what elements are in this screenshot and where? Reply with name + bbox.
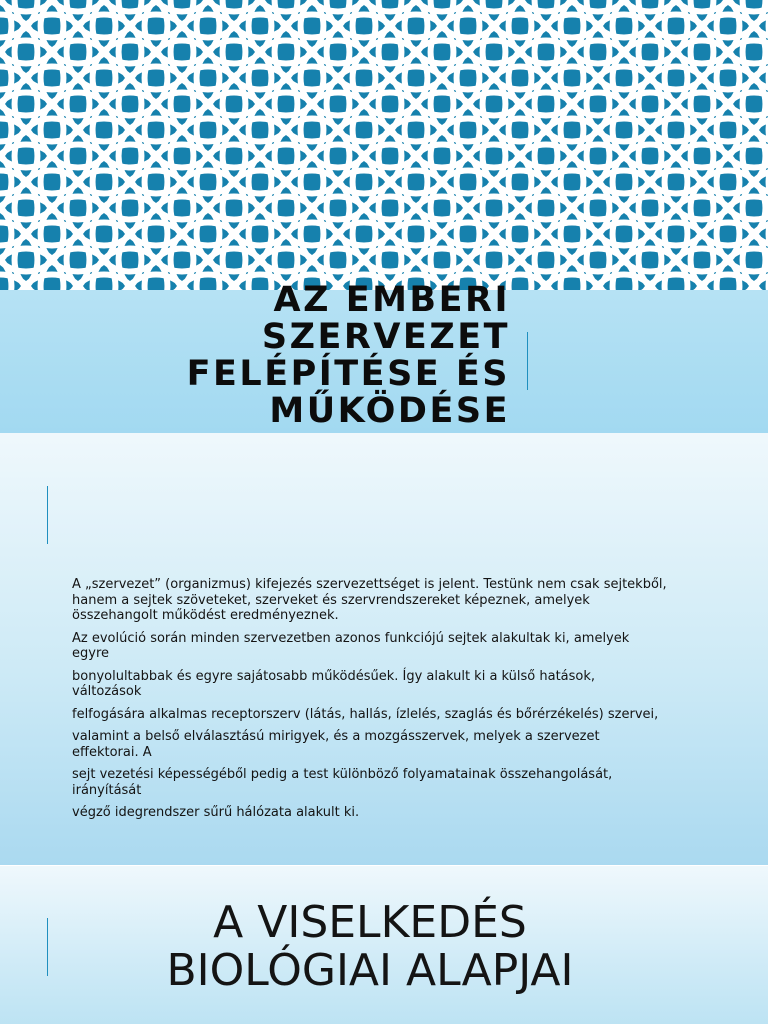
body-paragraph: valamint a belső elválasztású mirigyek, és a mozgásszervek, melyek a szervezet effektorai. A <box>72 729 600 760</box>
body-paragraph: sejt vezetési képességéből pedig a test különböző folyamatainak összehangolását, irányítását <box>72 767 613 798</box>
interlocking-circles-pattern <box>0 0 768 290</box>
slide3-accent-divider <box>47 918 48 976</box>
body-paragraph: bonyolultabbak és egyre sajátosabb működésűek. Így alakult ki a külső hatások, változások <box>72 668 596 699</box>
slide1-title-line: FELÉPÍTÉSE ÉS <box>186 354 510 394</box>
body-paragraph: felfogására alkalmas receptorszerv (látás, hallás, ízlelés, szaglás és bőrérzékelés) szervei, <box>72 706 659 722</box>
slide1-title-line: MŰKÖDÉSE <box>269 391 510 431</box>
slide3-title <box>70 899 670 995</box>
header-pattern <box>0 0 768 290</box>
slide1-title <box>90 282 510 430</box>
slide1-title-line: SZERVEZET <box>261 317 510 357</box>
title-accent-divider <box>527 332 528 390</box>
slide1-title-line: AZ EMBERI <box>273 280 510 320</box>
body-paragraph: végző idegrendszer sűrű hálózata alakult ki. <box>72 805 360 820</box>
body-paragraph: Az evolúció során minden szervezetben azonos funkciójú sejtek alakultak ki, amelyek egyre <box>72 630 630 661</box>
slide2-accent-divider <box>47 486 48 544</box>
slide3-title-line: A VISELKEDÉS <box>213 897 527 948</box>
body-paragraph: A „szervezet” (organizmus) kifejezés szervezettséget is jelent. Testünk nem csak sejtekből, hanem a sejtek szöveteket, szerveket és szervrendszereket képeznek, amelyek összehangolt működést eredményeznek. <box>72 577 667 623</box>
slide2-body <box>72 577 668 828</box>
slide3-title-line: BIOLÓGIAI ALAPJAI <box>166 945 574 996</box>
